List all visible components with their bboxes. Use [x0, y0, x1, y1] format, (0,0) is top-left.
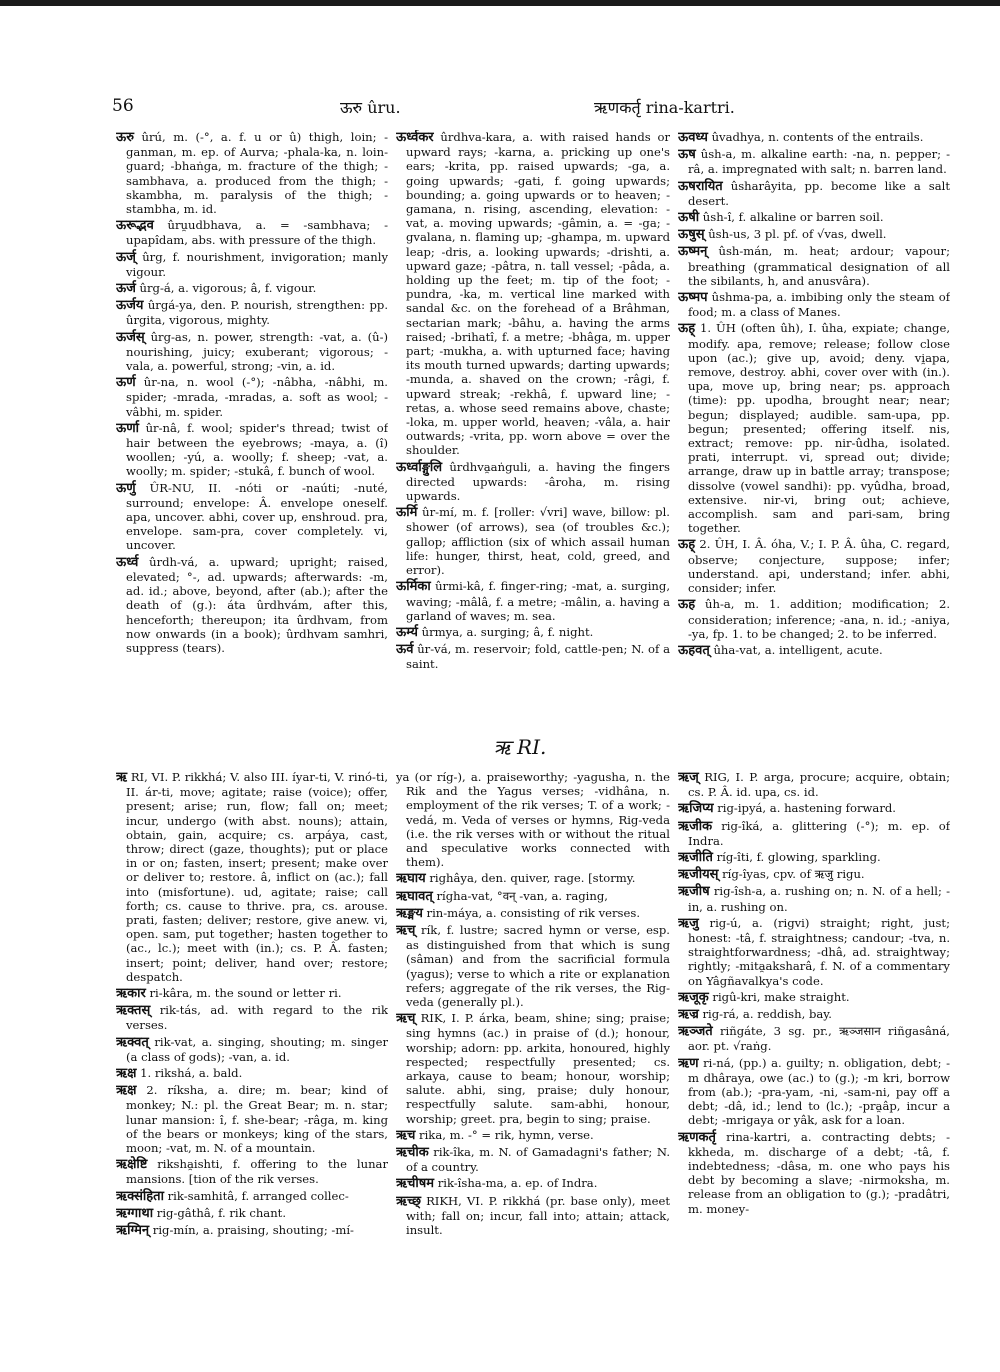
entry-definition: rin-máya, a. consisting of rik verses. [426, 905, 641, 920]
entry-headword: ऋ [116, 770, 128, 785]
entry-definition: rik-îsha-ma, a. ep. of Indra. [437, 1176, 598, 1191]
entry-headword: ऋग्मिन् [116, 1223, 150, 1239]
entry-headword: ऊर्व [396, 642, 414, 658]
entry-definition: rig-îká, a. glittering (-°); m. ep. of Indra. [688, 818, 950, 848]
entry-headword: ऋच् [396, 1011, 416, 1027]
entry-headword: ऊह [678, 597, 696, 613]
center-running-head: ऊरु ûru. [340, 98, 401, 117]
dictionary-entry [678, 130, 950, 145]
column-1-top-left [116, 130, 388, 720]
dictionary-entry [116, 250, 388, 279]
dictionary-entry [678, 227, 950, 242]
entry-headword: ऊर्म्य [396, 624, 418, 640]
entry-headword: ऊर्मिका [396, 579, 431, 595]
entry-headword: ऊषरायित [678, 178, 723, 194]
entry-headword: ऊवध्य [678, 130, 708, 145]
entry-headword: ऋक्संहिता [116, 1188, 164, 1204]
dictionary-entry [678, 990, 950, 1005]
entry-definition: rik-samhitâ, f. arranged collec- [167, 1188, 349, 1203]
entry-definition: rig-ú, a. (rigvi) straight; right, just; honest: -tâ, f. straightness; candour; -tva, n. straightforwardness; -dhâ, ad. straightway; rightly; -mita̯aksharâ, f. N. of a commentary on Yâgñavalkya's code. [688, 915, 950, 988]
entry-headword: ऊषी [678, 210, 700, 226]
dictionary-entry [678, 884, 950, 913]
dictionary-entry [678, 179, 950, 208]
dictionary-entry [396, 1011, 670, 1126]
dictionary-entry [678, 819, 950, 848]
dictionary-entry [116, 218, 388, 247]
dictionary-entry [678, 1024, 950, 1053]
dictionary-entry [396, 923, 670, 1009]
entry-headword: ऋजीष [678, 884, 710, 900]
entry-headword: ऋचीक [396, 1145, 429, 1161]
dictionary-entry [116, 330, 388, 374]
entry-definition: RIKH, VI. P. rikkhá (pr. base only), meet with; fall on; incur, fall into; attain; attack, insult. [406, 1193, 670, 1238]
entry-definition: rik-vat, a. singing, shouting; m. singer (a class of gods); -van, a. id. [126, 1034, 388, 1064]
entry-headword: ऋच [396, 1127, 416, 1143]
dictionary-entry [116, 130, 388, 216]
entry-headword: ऊर्ध्वाङ्गुलि [396, 459, 443, 475]
entry-definition: ûh-a, m. 1. addition; modification; 2. consideration; inference; -ana, n. id.; -aniya, -ya, fp. 1. to be changed; 2. to be inferred. [688, 597, 950, 641]
dictionary-entry [678, 643, 950, 658]
entry-definition: RIK, I. P. árka, beam, shine; sing; praise; sing hymns (ac.) in praise of (d.); honour, worship; adorn: pp. arkita, honoured, highly respected; respectfully presented; cs. arkaya, cause to beam; honour, worship; salute. abhi, sing, praise; duly honour, respectfully salute. sam-abhi, honour, worship; greet. pra, begin to sing; praise. [406, 1011, 670, 1126]
page-number: 56 [112, 96, 134, 116]
entry-definition: 2. ÛH, I. Â. óha, V.; I. P. Â. ûha, C. regard, observe; conjecture, suppose; infer; understand. api, understand; infer. abhi, consider; infer. [688, 537, 950, 596]
dictionary-entry [116, 298, 388, 327]
section-heading: ऋ RI. [493, 735, 547, 759]
entry-headword: ऋकार [116, 986, 146, 1002]
entry-definition: ri-kâra, m. the sound or letter ri. [149, 986, 342, 1001]
entry-definition: ûrdhva-kara, a. with raised hands or upward rays; -karna, a. pricking up one's ears; -krita, pp. raised upwards; -ga, a. going upwards; -gati, f. going upwards; bounding; a. going upwards or to heaven; -gamana, n. rising, ascending, elevation: -vat, a. moving upwards; -gâmin, a. = -ga; -gvalana, n. flaming up; -ghampa, m. upward leap; -dris, a. looking upwards; -drishti, a. upward gaze; -pâtra, n. tall vessel; -pâda, a. holding up the feet; m. tip of the foot; -pundra, -ka, m. vertical line marked with sandal &c. on the forehead of a Brâhman, sectarian mark; -bâhu, a. having the arms raised; -brihatî, f. a metre; -bhâga, m. upper part; -mukha, a. with upturned face; having its mouth turned upwards; darting upwards; -munda, a. shaved on the crown; -râgi, f. upward streak; -rekhâ, f. upward line; -retas, a. whose seed remains above, chaste; -loka, m. upper world, heaven; -vâla, a. hair outwards; -vrita, pp. worn above = over the shoulder. [406, 130, 670, 458]
entry-definition: ûsh-us, 3 pl. pf. of √vas, dwell. [708, 227, 887, 242]
dictionary-entry [116, 375, 388, 419]
entry-definition: rina-kartri, a. contracting debts; -kkheda, m. discharge of a debt; -tâ, f. indebtedness; -dâsa, m. one who pays his debt by becoming a slave; -nirmoksha, m. release from an obligation to (g.); -pradâtri, m. money- [688, 1129, 950, 1216]
entry-headword: ऊहवत् [678, 642, 710, 658]
dictionary-entry [116, 1157, 388, 1186]
entry-definition: rik-îka, m. N. of Gamadagni's father; N. of a country. [406, 1145, 670, 1175]
dictionary-entry [396, 130, 670, 458]
dictionary-entry [116, 1003, 388, 1032]
entry-definition: rígha-vat, °वन् -van, a. raging, [436, 888, 608, 903]
entry-headword: ऋक्वत् [116, 1034, 149, 1050]
dictionary-entry [116, 281, 388, 296]
entry-definition: rík, f. lustre; sacred hymn or verse, esp. as distinguished from that which is sung (sâman) and from the sacrificial formula (yagus); verse to which a rite or explanation refers; aggregate of the rik verses, the Rig-veda (generally pl.). [406, 923, 670, 1010]
entry-headword: ऋजीति [678, 850, 713, 866]
entry-headword: ऋञ्जते [678, 1024, 713, 1040]
entry-headword: ऊष [678, 147, 696, 163]
entry-definition: rig-îsh-a, a. rushing on; n. N. of a hell; -in, a. rushing on. [688, 884, 950, 914]
dictionary-entry [116, 986, 388, 1001]
dictionary-entry [396, 642, 670, 671]
entry-definition: righâya, den. quiver, rage. [stormy. [429, 871, 636, 886]
entry-headword: ऊर्णा [116, 420, 139, 436]
entry-headword: ऋघाय [396, 871, 426, 887]
entry-definition: ûsharâyita, pp. become like a salt desert. [688, 178, 950, 208]
dictionary-entry [116, 770, 388, 984]
entry-headword: ऋजिप्य [678, 801, 714, 817]
top-rule [0, 0, 1000, 6]
dictionary-entry [678, 850, 950, 865]
dictionary-entry [678, 801, 950, 816]
entry-headword: ऋग्गाथा [116, 1205, 154, 1221]
entry-definition: 1. rikshá, a. bald. [140, 1066, 243, 1081]
entry-headword: ऊष्मप [678, 290, 708, 306]
entry-definition: 1. ÛH (often ûh), I. ûha, expiate; change, modify. apa, remove; release; follow close upon (ac.); give up, avoid; deny. vi̯apa, remove, destroy. abhi, cover over with (in.). upa, move up, bring near; ps. approach (time): pp. upodha, brought near; near; begun; displayed; audible. sam-upa, pp. begun; presented; offering itself. nis, extract; remove: pp. nir-ûdha, isolated. prati, interrupt. vi, spread out; divide; arrange, draw up in battle array; transpose; dissolve (vowel sandhi): pp. vyûdha, broad, extensive. nir-vi, bring out; achieve, accomplish. sam and pari-sam, bring together. [688, 321, 950, 536]
entry-definition: ûvadhya, n. contents of the entrails. [711, 130, 924, 144]
entry-definition: rig-gâthâ, f. rik chant. [156, 1205, 287, 1220]
entry-headword: ऊर्ध्वकर [396, 130, 434, 145]
entry-definition: ûr-nâ, f. wool; spider's thread; twist of hair between the eyebrows; -maya, a. (î) woollen; -yú, a. woolly; f. sheep; -vat, a. woolly; m. spider; -stukâ, f. bunch of wool. [126, 420, 388, 479]
entry-headword: ऋण [678, 1055, 699, 1071]
entry-definition: ûrú, m. (-°, a. f. u or û) thigh, loin; -ganman, m. ep. of Aurva; -phala-ka, n. loin-guard; -bhaṅga, m. fracture of the thigh; -sambhava, a. produced from the thigh; -skambha, m. paralysis of the thigh; -stambha, m. id. [126, 130, 388, 217]
entry-headword: ऊष्मन् [678, 244, 708, 260]
entry-definition: ûha-vat, a. intelligent, acute. [713, 642, 883, 657]
dictionary-entry [396, 1194, 670, 1238]
right-running-head: ऋणकर्तृ rina-kartri. [594, 98, 735, 117]
column-6-bottom-right [678, 770, 950, 1345]
entry-definition: rig-mín, a. praising, shouting; -mí- [152, 1223, 354, 1238]
entry-definition: RI, VI. P. rikkhá; V. also III. íyar-ti, V. rinó-ti, II. ár-ti, move; agitate; raise (voice); offer, present; arise; run, flow; fall on; meet; incur, undergo (with abst. nouns); attain, obtain, gain, acquire; cs. arpáya, cast, throw; direct (gaze, thoughts); put or place in or on; fasten, insert; present; make over or deliver to; restore. â, inflict on (ac.); fall into (misfortune). ud, agitate; raise; call forth; cs. cause to thrive. pra, cs. arouse. prati, fasten; deliver; restore, give anew. vi, open. sam, put together; hasten together to (ac., lc.); meet with (in.); cs. P. Â. fasten; insert; point; deliver, hand over; restore; despatch. [126, 770, 388, 984]
entry-definition: ûr-mí, m. f. [roller: √vri] wave, billow: pl. shower (of arrows), sea (of troubles &c.); gallop; affliction (six of which assail human life: hunger, thirst, heat, cold, greed, and error). [406, 505, 670, 578]
column-3-top-right [678, 130, 950, 720]
entry-definition: rika, m. -° = rik, hymn, verse. [419, 1127, 594, 1142]
entry-headword: ऊर्मि [396, 505, 418, 521]
entry-headword: ऊषुस् [678, 227, 705, 243]
entry-headword: ऊर्ण [116, 375, 136, 391]
dictionary-entry [678, 147, 950, 176]
entry-definition: ríg-îti, f. glowing, sparkling. [716, 850, 881, 865]
page-header [112, 96, 762, 126]
entry-definition: riksha̯ishti, f. offering to the lunar mansions. [tion of the rik verses. [126, 1157, 388, 1187]
entry-headword: ऋज्र [678, 1007, 699, 1023]
entry-definition: ûrmi-kâ, f. finger-ring; -mat, a. surging, waving; -mâlâ, f. a metre; -mâlin, a. having a garland of waves; m. sea. [406, 579, 670, 623]
entry-definition: ûr-vá, m. reservoir; fold, cattle-pen; N. of a saint. [406, 642, 670, 672]
entry-definition: rig-ipyá, a. hastening forward. [717, 801, 896, 816]
dictionary-entry [396, 871, 670, 886]
entry-definition: 2. ríksha, a. dire; m. bear; kind of monkey; N.: pl. the Great Bear; m. n. star; lunar mansion: î, f. she-bear; -râga, m. king of the bears or monkeys; king of the stars, moon; -vat, m. N. of a mountain. [126, 1083, 388, 1156]
dictionary-entry [116, 1083, 388, 1155]
entry-definition: ûrdhva̯aṅguli, a. having the fingers directed upwards: -âroha, m. rising upwards. [406, 459, 670, 504]
dictionary-entry [678, 597, 950, 641]
entry-definition: rik-tás, ad. with regard to the rik verses. [126, 1003, 388, 1033]
entry-definition: riñgáte, 3 sg. pr., ऋञ्जसान riñgasâná, aor. pt. √raṅg. [688, 1024, 950, 1054]
entry-definition: RIG, I. P. arga, procure; acquire, obtain; cs. P. Â. id. upa, cs. id. [688, 770, 950, 800]
entry-definition: ûru̯udbhava, a. = -sambhava; -upapîdam, abs. with pressure of the thigh. [126, 218, 388, 248]
entry-headword: ऋणकर्तृ [678, 1129, 716, 1145]
dictionary-entry [396, 1145, 670, 1174]
dictionary-entry [678, 244, 950, 288]
dictionary-entry [678, 537, 950, 595]
dictionary-entry [678, 1056, 950, 1128]
entry-headword: ऋक्तस् [116, 1003, 151, 1019]
entry-headword: ऊरूद्भव [116, 218, 154, 234]
entry-headword: ऊह् [678, 537, 696, 553]
entry-headword: ऋच्छ् [396, 1193, 421, 1209]
entry-headword: ऊर्ज् [116, 249, 136, 265]
entry-headword: ऋक्ष [116, 1066, 137, 1082]
entry-definition: rig-rá, a. reddish, bay. [702, 1007, 832, 1022]
entry-headword: ऊर्ज [116, 281, 136, 297]
dictionary-entry [678, 1130, 950, 1216]
dictionary-entry [396, 625, 670, 640]
entry-headword: ऋघावत् [396, 888, 433, 904]
dictionary-entry [396, 460, 670, 504]
entry-headword: ऋजीक [678, 818, 713, 834]
entry-headword: ऋजूकृ [678, 989, 709, 1005]
entry-headword: ऊरु [116, 130, 134, 145]
entry-headword: ऋचीषम [396, 1176, 434, 1192]
dictionary-entry [116, 481, 388, 553]
dictionary-entry [396, 579, 670, 623]
entry-definition: ûrg, f. nourishment, invigoration; manly vigour. [126, 249, 388, 279]
entry-definition: ûrmya, a. surging; â, f. night. [421, 624, 594, 639]
dictionary-entry [678, 321, 950, 535]
dictionary-entry [116, 1206, 388, 1221]
entry-definition: ûshma-pa, a. imbibing only the steam of food; m. a class of Manes. [688, 290, 950, 320]
dictionary-entry [396, 505, 670, 577]
dictionary-entry [678, 290, 950, 319]
entry-headword: ऋक्ष [116, 1083, 137, 1099]
dictionary-entry [396, 1128, 670, 1143]
entry-headword: ऋज् [678, 770, 699, 785]
dictionary-entry [678, 210, 950, 225]
entry-definition: rigû-kri, make straight. [712, 989, 850, 1004]
entry-definition: ûrg-á, a. vigorous; â, f. vigour. [139, 281, 317, 296]
dictionary-entry [116, 421, 388, 479]
entry-headword: ऊर्ध्व [116, 554, 139, 570]
entry-definition: ûrg-as, n. power, strength: -vat, a. (û-) nourishing, juicy; exuberant; vigorous; -vala, a. powerful, strong; -vin, a. id. [126, 329, 388, 374]
column-5-bottom-middle [396, 770, 670, 1345]
entry-definition: ríg-îyas, cpv. of ऋजु rigu. [722, 867, 865, 882]
entry-headword: ऊह् [678, 321, 696, 337]
entry-definition: ûr-na, n. wool (-°); -nâbha, -nâbhi, m. spider; -mrada, -mradas, a. soft as wool; -vâbhi, m. spider. [126, 375, 388, 419]
dictionary-entry [396, 906, 670, 921]
entry-definition: ÛR-NU, II. -nóti or -naúti; -nuté, surround; envelope: Â. envelope oneself. apa, uncover. abhi, cover up, enshroud. pra, envelope. sam-pra, cover completely. vi, uncover. [126, 480, 388, 553]
dictionary-entry [678, 1007, 950, 1022]
dictionary-entry [396, 1176, 670, 1191]
entry-definition: ûsh-mán, m. heat; ardour; vapour; breathing (grammatical designation of all the sibilants, h, and anusvâra). [688, 244, 950, 288]
entry-definition: ri-ná, (pp.) a. guilty; n. obligation, debt; -m dhâraya, owe (ac.) to (g.); -m kri, borrow from (ab.); -pra-yam, -ni, -sam-ni, pay off a debt; -dâ, id.; lend to (lc.); -pra̯âp, incur a debt; -mrigaya or yâk, ask for a loan. [688, 1055, 950, 1128]
dictionary-entry [396, 889, 670, 904]
dictionary-entry [116, 1035, 388, 1064]
entry-headword: ऋच् [396, 923, 416, 939]
dictionary-entry [678, 916, 950, 988]
entry-headword: ऋजु [678, 915, 699, 931]
entry-definition: ûsh-a, m. alkaline earth: -na, n. pepper; -râ, a. impregnated with salt; n. barren land. [688, 147, 950, 177]
entry-headword: ऋक्षेष्टि [116, 1157, 148, 1173]
entry-definition: ûsh-î, f. alkaline or barren soil. [702, 210, 884, 225]
dictionary-entry [116, 1189, 388, 1204]
dictionary-entry [116, 1066, 388, 1081]
entry-headword: ऋजीयस् [678, 867, 719, 883]
column-2-top-middle [396, 130, 670, 720]
column-4-bottom-left [116, 770, 388, 1345]
entry-definition: ûrdh-vá, a. upward; upright; raised, elevated; °-, ad. upwards; afterwards: -m, ad. id.; above, beyond, after (ab.); after the death of (g.): áta ûrdhvám, after this, henceforth; thereupon; ita ûrdhvam, from now onwards (in a book); ûrdhvam samhri, suppress (tears). [126, 554, 388, 655]
entry-headword: ऊर्जस् [116, 329, 145, 345]
dictionary-entry [116, 1223, 388, 1238]
dictionary-entry [116, 555, 388, 655]
dictionary-entry [396, 770, 670, 869]
dictionary-entry [678, 867, 950, 882]
entry-definition: ya (or ríg-), a. praiseworthy; -yagusha, n. the Rik and the Yagus verses; -vidhâna, n. employment of the rik verses; T. of a work; -vedá, m. Veda of verses or hymns, Rig-veda (i.e. the rik verses with or without the ritual and speculative works connected with them). [396, 770, 670, 870]
entry-headword: ऊर्णु [116, 480, 136, 496]
entry-headword: ऋङ्मय [396, 905, 423, 921]
entry-definition: ûrgá-ya, den. P. nourish, strengthen: pp. ûrgita, vigorous, mighty. [126, 298, 388, 328]
dictionary-entry [678, 770, 950, 799]
entry-headword: ऊर्जय [116, 298, 144, 314]
